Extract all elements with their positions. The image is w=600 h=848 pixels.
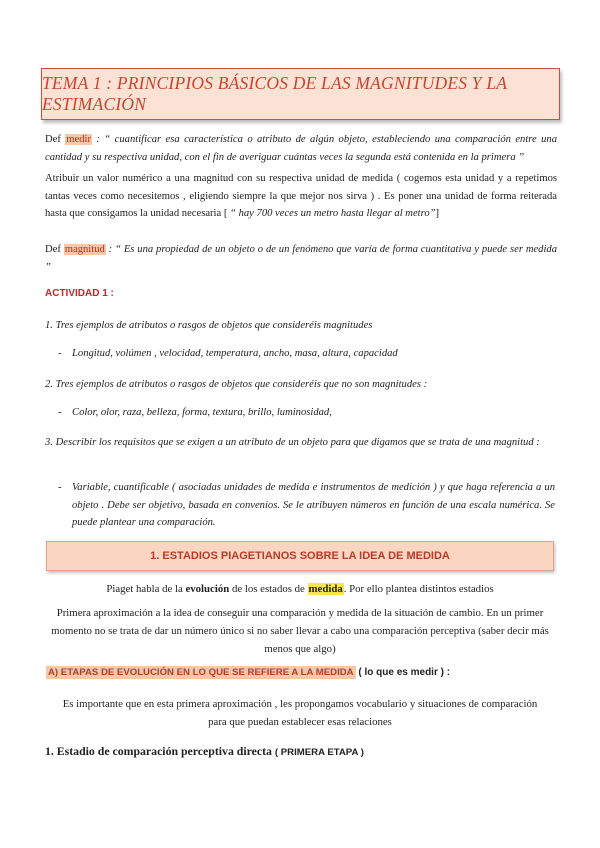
title-box (41, 68, 560, 120)
bullet-dash: - (58, 482, 62, 493)
definition-magnitud (45, 241, 557, 276)
piaget-c: de los estados de (229, 583, 308, 595)
etapas-tag: A) ETAPAS DE EVOLUCIÓN EN LO QUE SE REFIERE A LA MEDIDA (48, 667, 354, 678)
answer-2-text: Color, olor, raza, belleza, forma, textura, brillo, luminosidad, (72, 407, 332, 418)
atribuir-text: Atribuir un valor numérico a una magnitud con su respectiva unidad de medida ( cogemos esta unidad y a repetimos tantas veces como necesitemos , eligiendo siempre la que mejor nos sirva ) . Es poner una unidad de forma reiterada hasta que consigamos la unidad necesaria [ (45, 173, 557, 219)
etapas-rest: ( lo que es medir ) : (355, 667, 451, 678)
estadio-heading (45, 744, 364, 759)
answer-3 (58, 479, 555, 532)
primera-paragraph: Primera aproximación a la idea de conseguir una comparación y medida de la situación de cambio. En un primer momento no se trata de dar un número único si no saber llevar a cabo una comparación perceptiva (saber decir más menos que algo) (51, 607, 549, 655)
question-2: 2. Tres ejemplos de atributos o rasgos de objetos que consideréis que no son magnitudes : (45, 379, 428, 390)
question-1: 1. Tres ejemplos de atributos o rasgos de objetos que consideréis magnitudes (45, 320, 373, 331)
def-magnitud-text: : “ Es una propiedad de un objeto o de un fenómeno que varía de forma cuantitativa y puede ser medida ” (45, 244, 558, 273)
paragraph-atribuir (45, 170, 557, 223)
bullet-dash: - (58, 348, 62, 359)
page-title: TEMA 1 : PRINCIPIOS BÁSICOS DE LAS MAGNITUDES Y LA ESTIMACIÓN (42, 73, 507, 114)
importante-paragraph: Es importante que en esta primera aproximación , les propongamos vocabulario y situaciones de comparación para que puedan establecer esas relaciones (62, 698, 538, 728)
section-header-box (46, 541, 554, 571)
piaget-evolucion: evolución (185, 583, 230, 595)
def-prefix: Def (45, 244, 64, 255)
atribuir-example: “ hay 700 veces un metro hasta llegar al metro” (230, 208, 436, 219)
answer-2 (58, 404, 555, 422)
bullet-dash: - (58, 407, 62, 418)
etapas-heading (46, 666, 450, 678)
piaget-a: Piaget habla de la (106, 583, 186, 595)
section-header: 1. ESTADIOS PIAGETIANOS SOBRE LA IDEA DE MEDIDA (150, 550, 450, 562)
def-prefix: Def (45, 134, 66, 145)
answer-3-text: Variable, cuantificable ( asociadas unidades de medida e instrumentos de medición ) y que haga referencia a un objeto . Debe ser objetivo, basada en convenios. Se le atribuyen números en función de una escala numérica. Se puede plantear una comparación. (72, 482, 555, 528)
atribuir-end: ] (435, 208, 440, 219)
estadio-main: 1. Estadio de comparación perceptiva directa (45, 744, 275, 758)
piaget-e: . Por ello plantea distintos estadios (343, 583, 494, 595)
piaget-paragraph (40, 580, 560, 598)
term-medir: medir (66, 134, 92, 145)
definition-medir (45, 131, 557, 166)
answer-1-text: Longitud, volúmen , velocidad, temperatura, ancho, masa, altura, capacidad (72, 348, 398, 359)
answer-1 (58, 345, 555, 363)
piaget-medida: medida (308, 583, 343, 595)
activity-label: ACTIVIDAD 1 : (45, 288, 114, 299)
def-medir-text: : “ cuantificar esa característica o atributo de algún objeto, estableciendo una comparación entre una cantidad y su respectiva unidad, con el fin de averiguar cuántas veces la segunda está contenida en la primera ” (45, 134, 558, 163)
question-3: 3. Describir los requisitos que se exigen a un atributo de un objeto para que digamos que se trata de una magnitud : (45, 437, 540, 448)
term-magnitud: magnitud (64, 244, 105, 255)
estadio-sub: ( PRIMERA ETAPA ) (274, 747, 364, 758)
